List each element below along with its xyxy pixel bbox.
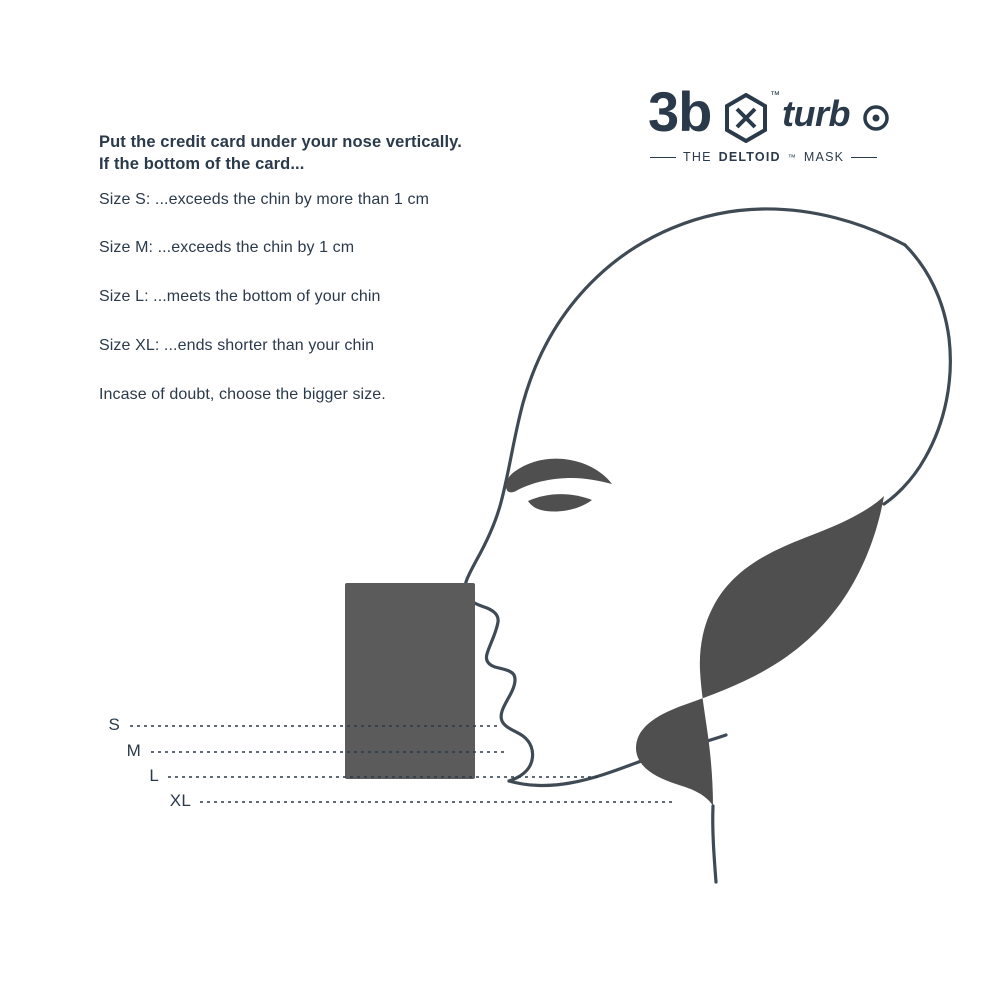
brand-logo [648, 80, 888, 188]
tagline-rule-right [851, 157, 877, 158]
logo-primary-row [648, 80, 888, 150]
logo-tagline-row [650, 150, 886, 164]
turbo-o-icon [863, 105, 889, 136]
tagline-mask: MASK [803, 150, 845, 164]
tagline-the: THE [683, 150, 712, 164]
instructions-heading-line1: Put the credit card under your nose vertically. [99, 133, 462, 151]
tagline-deltoid: DELTOID [718, 150, 781, 164]
tagline-rule-left [650, 157, 676, 158]
tagline-trademark: ™ [787, 152, 797, 162]
size-marker-label-xl: XL [169, 791, 191, 810]
size-marker-label-l: L [149, 766, 159, 785]
instruction-size-l: Size L: ...meets the bottom of your chin [99, 288, 381, 306]
instruction-size-m: Size M: ...exceeds the chin by 1 cm [99, 239, 355, 257]
jaw-shading [636, 496, 884, 806]
instructions-heading [99, 131, 569, 176]
instruction-doubt-note: Incase of doubt, choose the bigger size. [99, 385, 386, 403]
instruction-size-s: Size S: ...exceeds the chin by more than 1 cm [99, 190, 429, 208]
instruction-size-xl: Size XL: ...ends shorter than your chin [99, 336, 375, 354]
instructions-heading-line2: If the bottom of the card... [99, 155, 305, 174]
credit-card [345, 583, 475, 779]
size-guide-lines [130, 726, 672, 802]
instructions-block [99, 131, 569, 406]
trademark-symbol: ™ [770, 90, 780, 101]
logo-brand-text: 3b [648, 80, 712, 143]
size-marker-label-m: M [126, 741, 141, 760]
logo-product-text: turb [782, 93, 850, 134]
size-marker-label-s: S [108, 715, 120, 734]
eye-brow-detail [506, 459, 612, 512]
hexagon-icon [723, 93, 769, 148]
